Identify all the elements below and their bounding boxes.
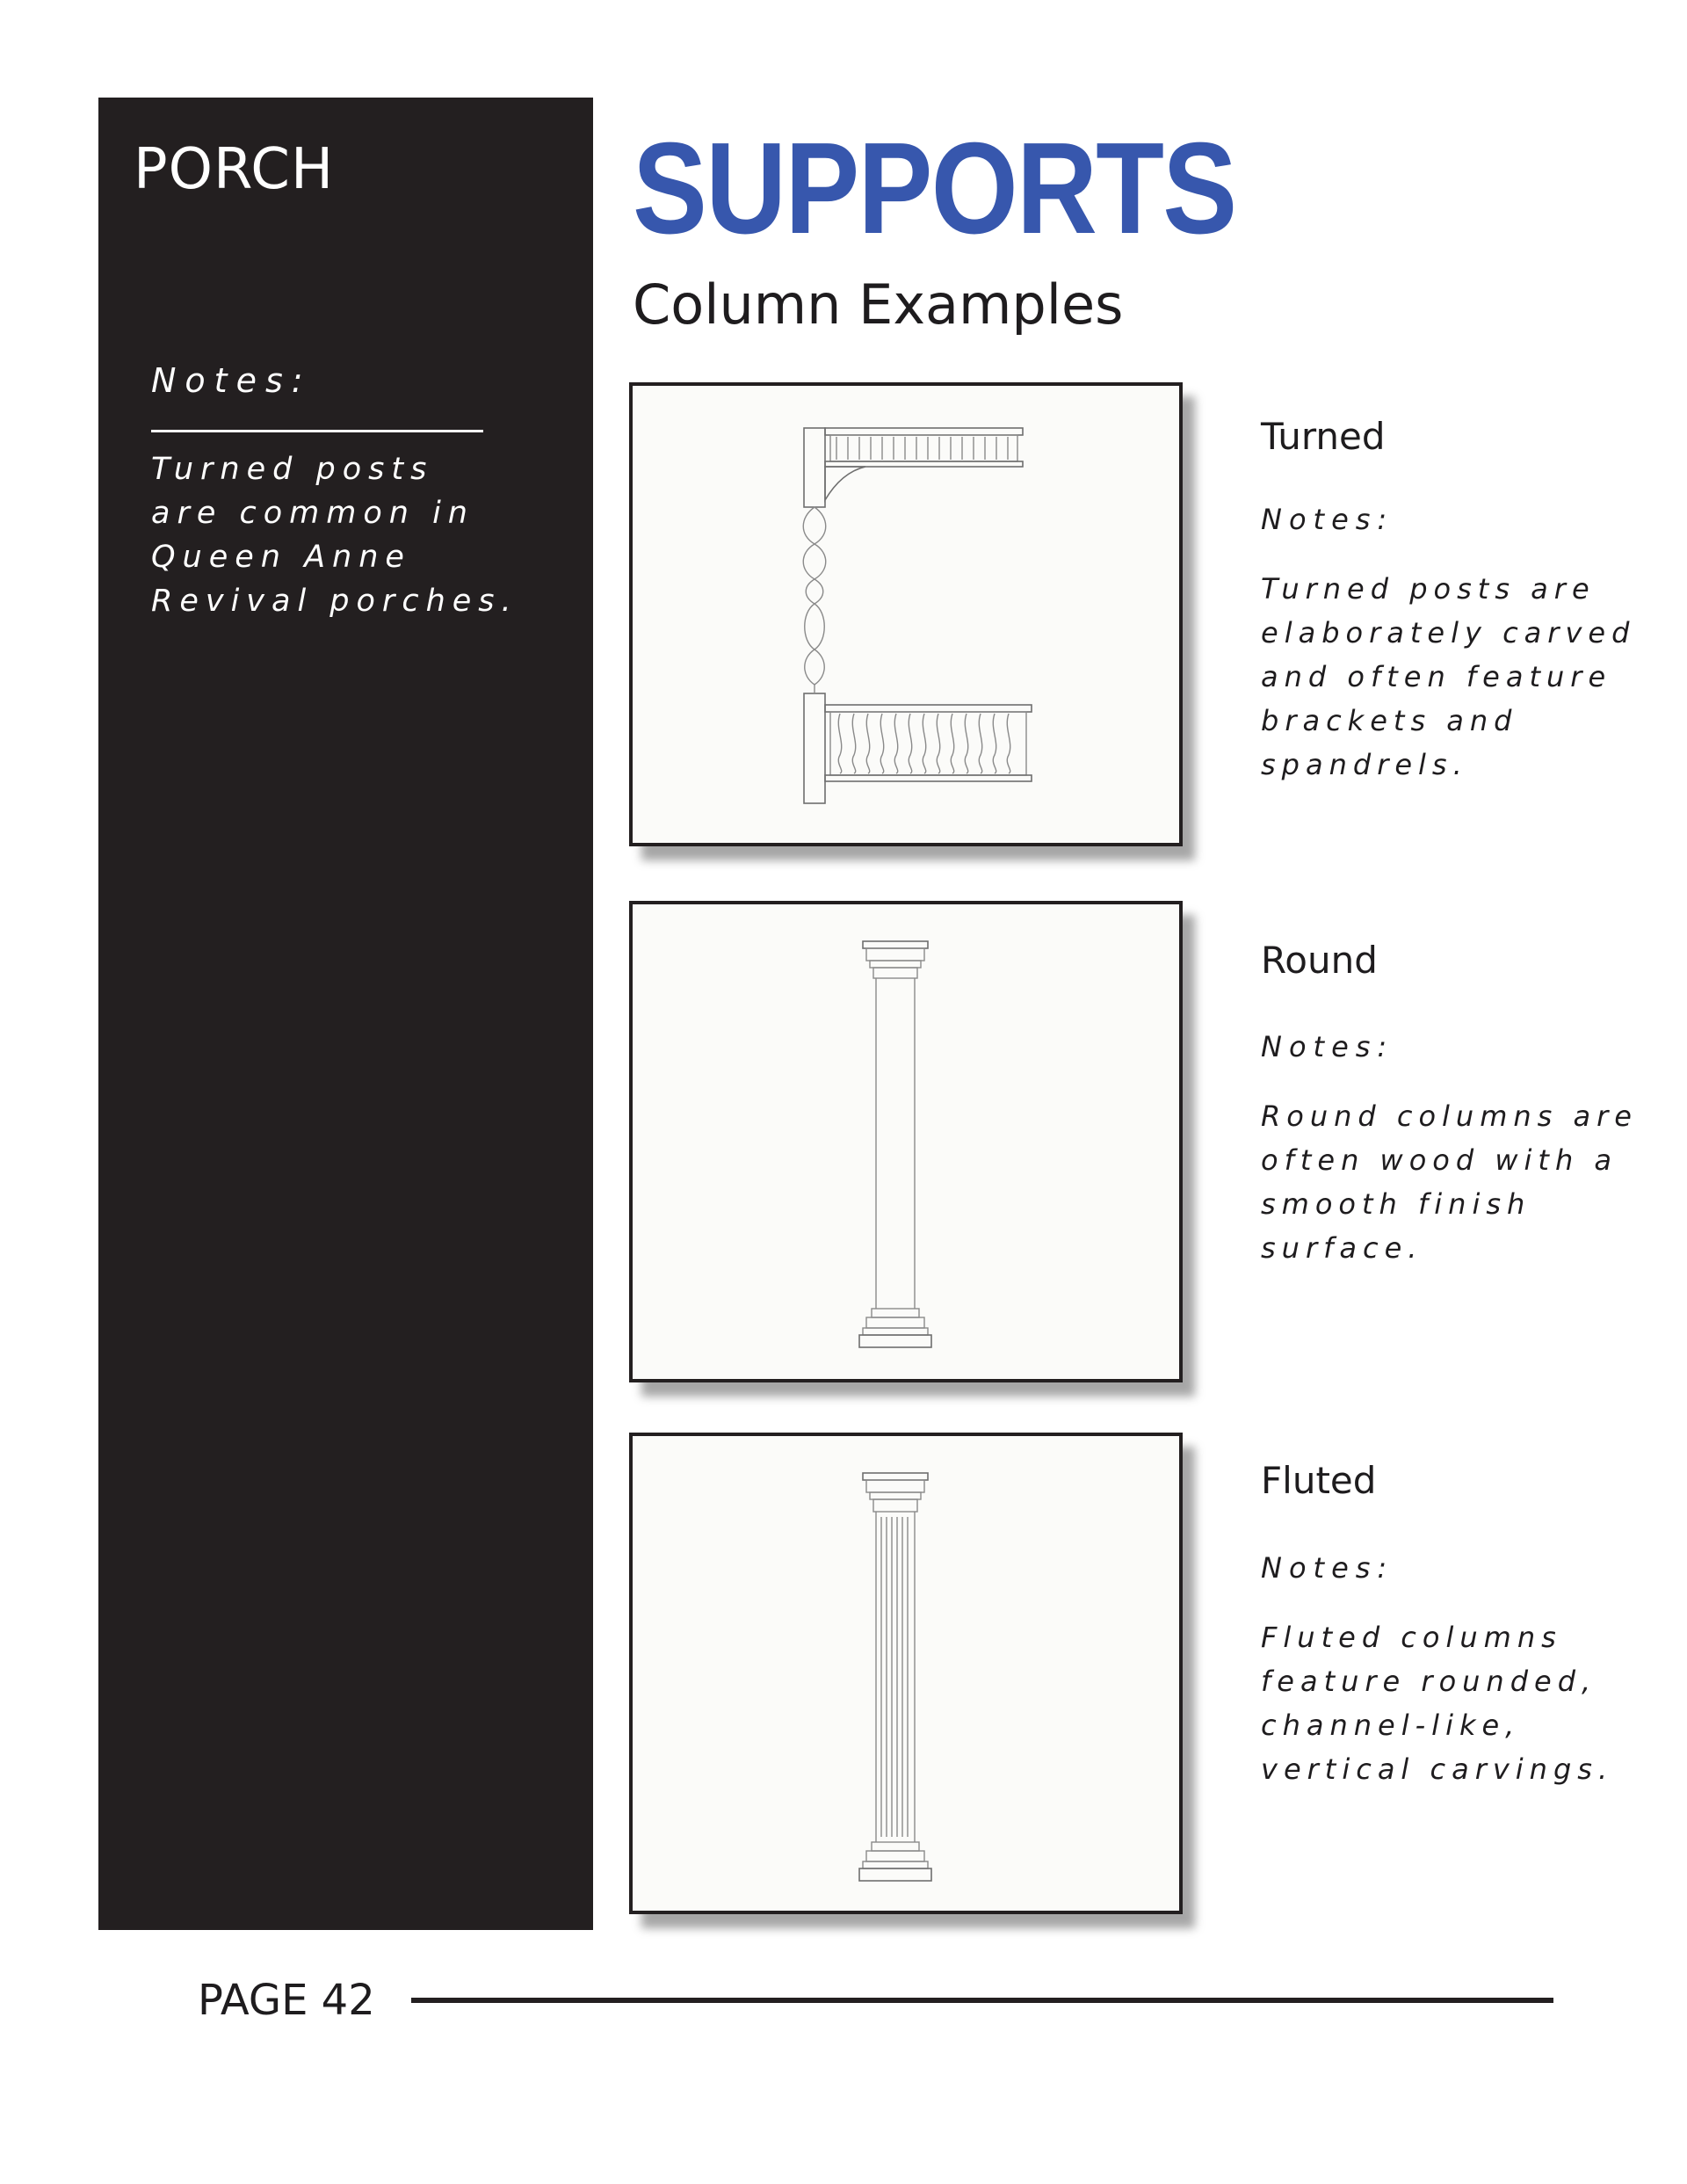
fluted-column-illustration xyxy=(633,1436,1179,1911)
page-subtitle: Column Examples xyxy=(633,272,1124,337)
example-notes-label-round: Notes: xyxy=(1261,1030,1394,1063)
example-title-turned: Turned xyxy=(1261,415,1386,458)
turned-post-frame xyxy=(629,382,1183,846)
sidebar-notes-label: Notes: xyxy=(151,361,312,400)
page-title: SUPPORTS xyxy=(633,116,1236,261)
example-notes-label-fluted: Notes: xyxy=(1261,1551,1394,1585)
page-number: PAGE 42 xyxy=(198,1976,375,2025)
sidebar xyxy=(98,98,593,1930)
footer-divider xyxy=(411,1998,1553,2003)
round-column-illustration xyxy=(633,904,1179,1379)
example-notes-label-turned: Notes: xyxy=(1261,503,1394,536)
section-title: PORCH xyxy=(134,137,335,202)
example-title-fluted: Fluted xyxy=(1261,1459,1377,1502)
example-notes-text-turned: Turned posts are elaborately carved and often feature brackets and spandrels. xyxy=(1261,572,1636,781)
example-notes-text-round: Round columns are often wood with a smooth finish surface. xyxy=(1261,1099,1638,1265)
example-notes-text-fluted: Fluted columns feature rounded, channel-like, vertical carvings. xyxy=(1261,1621,1614,1786)
example-title-round: Round xyxy=(1261,939,1378,982)
fluted-column-frame xyxy=(629,1433,1183,1914)
sidebar-divider xyxy=(151,430,483,432)
round-column-frame xyxy=(629,901,1183,1382)
sidebar-notes-text: Turned posts are common in Queen Anne Revival porches. xyxy=(151,452,518,619)
turned-post-illustration xyxy=(633,386,1179,843)
